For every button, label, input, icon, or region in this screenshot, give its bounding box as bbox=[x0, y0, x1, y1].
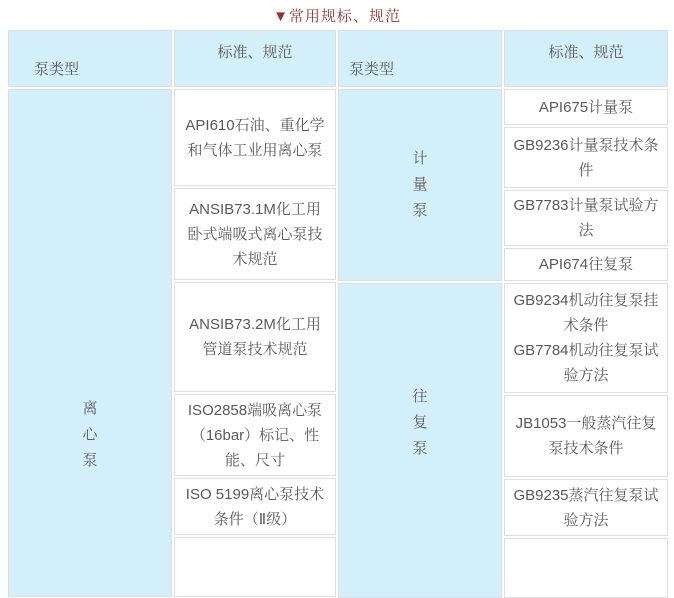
pump-type-cell-metering bbox=[338, 89, 502, 281]
standard-cell bbox=[174, 188, 336, 280]
standards-table bbox=[8, 30, 668, 598]
standard-text: ISO2858端吸离心泵（16bar）标记、性能、尺寸 bbox=[187, 401, 323, 469]
standard-text: GB7783计量泵试验方法 bbox=[513, 197, 659, 239]
standard-text: ANSIB73.1M化工用卧式端吸式离心泵技术规范 bbox=[187, 200, 323, 268]
header-label: 标准、规范 bbox=[548, 44, 624, 61]
header-label: 标准、规范 bbox=[217, 44, 293, 61]
pump-char: 复 bbox=[412, 414, 428, 431]
standard-cell-clipped bbox=[174, 537, 336, 597]
pump-char: 离 bbox=[82, 400, 98, 417]
header-label: 泵类型 bbox=[34, 61, 80, 78]
pump-char: 泵 bbox=[412, 202, 428, 219]
standard-cell bbox=[504, 395, 668, 477]
standard-cell bbox=[174, 89, 336, 186]
pump-char: 往 bbox=[412, 388, 428, 405]
standard-cell-clipped bbox=[504, 538, 668, 598]
standard-cell bbox=[504, 248, 668, 281]
standard-text: GB9234机动往复泵挂术条件 bbox=[513, 292, 659, 334]
pump-char: 计 bbox=[412, 150, 428, 167]
standard-text: API674往复泵 bbox=[538, 256, 634, 273]
standard-cell bbox=[504, 190, 668, 246]
pump-type-vertical-label bbox=[412, 146, 427, 224]
standard-text: GB9236计量泵技术条件 bbox=[513, 136, 659, 179]
pump-type-vertical-label bbox=[412, 384, 427, 462]
standard-text: GB7784机动往复泵试验方法 bbox=[513, 342, 659, 384]
standard-text: API610石油、重化学和气体工业用离心泵 bbox=[185, 116, 325, 159]
standard-text: API675计量泵 bbox=[538, 98, 634, 116]
standard-text: GB9235蒸汽往复泵试验方法 bbox=[513, 486, 659, 529]
section-title[interactable]: ▼常用规标、规范 bbox=[273, 8, 401, 25]
header-standard-right bbox=[504, 30, 668, 87]
standard-cell bbox=[504, 127, 668, 188]
standard-cell bbox=[504, 89, 668, 125]
standard-cell bbox=[174, 478, 336, 535]
right-table bbox=[338, 30, 668, 598]
pump-char: 量 bbox=[412, 176, 428, 193]
pump-char: 心 bbox=[82, 426, 98, 443]
header-pump-type-right bbox=[338, 30, 502, 87]
pump-type-cell-reciprocating bbox=[338, 283, 502, 598]
header-pump-type-left bbox=[8, 30, 172, 87]
standard-text: ANSIB73.2M化工用管道泵技术规范 bbox=[189, 316, 321, 358]
pump-char: 泵 bbox=[82, 452, 98, 469]
header-standard-left bbox=[174, 30, 336, 87]
left-table bbox=[8, 30, 336, 598]
standard-cell bbox=[504, 479, 668, 536]
standard-cell-double bbox=[504, 283, 668, 393]
standard-text: JB1053一般蒸汽往复泵技术条件 bbox=[515, 415, 657, 457]
header-label: 泵类型 bbox=[349, 61, 395, 78]
pump-type-vertical-label bbox=[82, 396, 97, 474]
pump-char: 泵 bbox=[412, 440, 428, 457]
standard-cell bbox=[174, 394, 336, 476]
pump-type-cell-centrifugal bbox=[8, 89, 172, 597]
standard-text: ISO 5199离心泵技术条件（Ⅱ级） bbox=[185, 485, 325, 528]
standard-cell bbox=[174, 282, 336, 392]
